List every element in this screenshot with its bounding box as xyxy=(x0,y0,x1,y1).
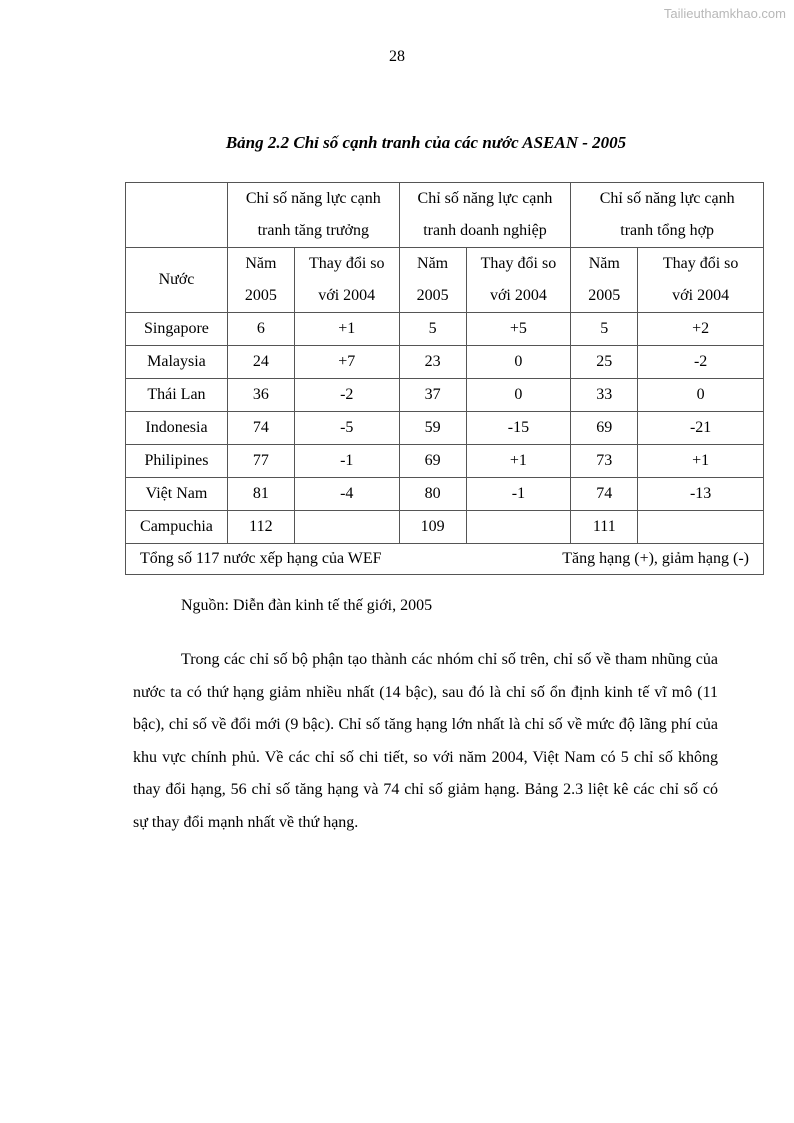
value-cell: +1 xyxy=(466,445,571,478)
value-cell: 33 xyxy=(571,379,638,412)
value-cell: 111 xyxy=(571,511,638,544)
value-cell: 37 xyxy=(399,379,466,412)
value-cell xyxy=(294,511,399,544)
value-cell: +1 xyxy=(294,313,399,346)
table-row xyxy=(126,478,764,511)
value-cell: 36 xyxy=(227,379,294,412)
header-business-index xyxy=(399,183,571,248)
value-cell: 5 xyxy=(399,313,466,346)
header-line: Năm xyxy=(417,255,449,272)
table-header-row xyxy=(126,183,764,248)
subheader-year xyxy=(399,248,466,313)
header-line: tranh doanh nghiệp xyxy=(423,222,547,239)
watermark: Tailieuthamkhao.com xyxy=(663,6,786,21)
value-cell: -2 xyxy=(638,346,764,379)
value-cell: 6 xyxy=(227,313,294,346)
value-cell: 109 xyxy=(399,511,466,544)
header-line: tranh tổng hợp xyxy=(620,222,715,239)
country-cell: Singapore xyxy=(126,313,228,346)
value-cell: -2 xyxy=(294,379,399,412)
header-line: 2005 xyxy=(244,287,277,304)
value-cell: -21 xyxy=(638,412,764,445)
table-row xyxy=(126,346,764,379)
value-cell: 69 xyxy=(571,412,638,445)
value-cell xyxy=(466,511,571,544)
table-row xyxy=(126,313,764,346)
header-line: Thay đổi so xyxy=(480,255,557,272)
table-row xyxy=(126,511,764,544)
country-cell: Thái Lan xyxy=(126,379,228,412)
competitiveness-table xyxy=(125,182,764,575)
value-cell: 23 xyxy=(399,346,466,379)
value-cell: 59 xyxy=(399,412,466,445)
body-paragraph: Trong các chỉ số bộ phận tạo thành các nhóm chỉ số trên, chỉ số về tham nhũng của nước ta có thứ hạng giảm nhiều nhất (14 bậc), sau đó là chỉ số ổn định kinh tế vĩ mô (11 bậc), chỉ số về đổi mới (9 bậc). Chỉ số tăng hạng lớn nhất là chỉ số về mức độ lãng phí của khu vực chính phủ. Về các chỉ số chi tiết, so với năm 2004, Việt Nam có 5 chỉ số không thay đổi hạng, 56 chỉ số tăng hạng và 74 chỉ số giảm hạng. Bảng 2.3 liệt kê các chỉ số có sự thay đổi mạnh nhất về thứ hạng. xyxy=(133,651,718,831)
header-line: Chỉ số năng lực cạnh xyxy=(245,190,381,207)
value-cell: +7 xyxy=(294,346,399,379)
header-line: với 2004 xyxy=(489,287,547,304)
value-cell: -4 xyxy=(294,478,399,511)
value-cell: -5 xyxy=(294,412,399,445)
value-cell: 73 xyxy=(571,445,638,478)
header-overall-index xyxy=(571,183,764,248)
country-cell: Campuchia xyxy=(126,511,228,544)
header-line: với 2004 xyxy=(672,287,730,304)
header-line: Năm xyxy=(588,255,620,272)
table-row xyxy=(126,379,764,412)
header-line: Năm xyxy=(245,255,277,272)
value-cell: +5 xyxy=(466,313,571,346)
country-cell: Malaysia xyxy=(126,346,228,379)
value-cell: 0 xyxy=(638,379,764,412)
value-cell: -1 xyxy=(294,445,399,478)
subheader-change xyxy=(638,248,764,313)
header-line: 2005 xyxy=(416,287,449,304)
header-line: Thay đổi so xyxy=(662,255,739,272)
value-cell xyxy=(638,511,764,544)
subheader-change xyxy=(466,248,571,313)
header-country: Nước xyxy=(126,248,228,313)
table-title: Bảng 2.2 Chỉ số cạnh tranh của các nước ASEAN - 2005 xyxy=(225,133,627,152)
header-line: Chỉ số năng lực cạnh xyxy=(417,190,553,207)
header-line: Thay đổi so xyxy=(308,255,385,272)
source-note: Nguồn: Diễn đàn kinh tế thế giới, 2005 xyxy=(181,597,433,614)
table-row xyxy=(126,445,764,478)
table-row xyxy=(126,412,764,445)
value-cell: 5 xyxy=(571,313,638,346)
country-cell: Philipines xyxy=(126,445,228,478)
header-line: tranh tăng trưởng xyxy=(257,222,369,239)
subheader-change xyxy=(294,248,399,313)
value-cell: 25 xyxy=(571,346,638,379)
subheader-year xyxy=(571,248,638,313)
header-line: Chỉ số năng lực cạnh xyxy=(599,190,735,207)
header-empty-cell xyxy=(126,183,228,248)
header-line: 2005 xyxy=(588,287,621,304)
value-cell: 77 xyxy=(227,445,294,478)
value-cell: 0 xyxy=(466,346,571,379)
country-cell: Việt Nam xyxy=(126,478,228,511)
value-cell: 81 xyxy=(227,478,294,511)
value-cell: 74 xyxy=(227,412,294,445)
value-cell: 0 xyxy=(466,379,571,412)
value-cell: -1 xyxy=(466,478,571,511)
page-number: 28 xyxy=(389,48,405,65)
value-cell: -13 xyxy=(638,478,764,511)
table-subheader-row xyxy=(126,248,764,313)
value-cell: 112 xyxy=(227,511,294,544)
footer-note-total: Tổng số 117 nước xếp hạng của WEF xyxy=(140,550,382,567)
value-cell: -15 xyxy=(466,412,571,445)
footer-note-legend: Tăng hạng (+), giảm hạng (-) xyxy=(562,550,749,567)
value-cell: 69 xyxy=(399,445,466,478)
header-growth-index xyxy=(227,183,399,248)
header-line: với 2004 xyxy=(318,287,376,304)
value-cell: +1 xyxy=(638,445,764,478)
table-body xyxy=(126,313,764,544)
subheader-year xyxy=(227,248,294,313)
value-cell: +2 xyxy=(638,313,764,346)
value-cell: 74 xyxy=(571,478,638,511)
table-footer-row xyxy=(126,544,764,575)
country-cell: Indonesia xyxy=(126,412,228,445)
value-cell: 24 xyxy=(227,346,294,379)
table-footer xyxy=(126,544,764,575)
value-cell: 80 xyxy=(399,478,466,511)
